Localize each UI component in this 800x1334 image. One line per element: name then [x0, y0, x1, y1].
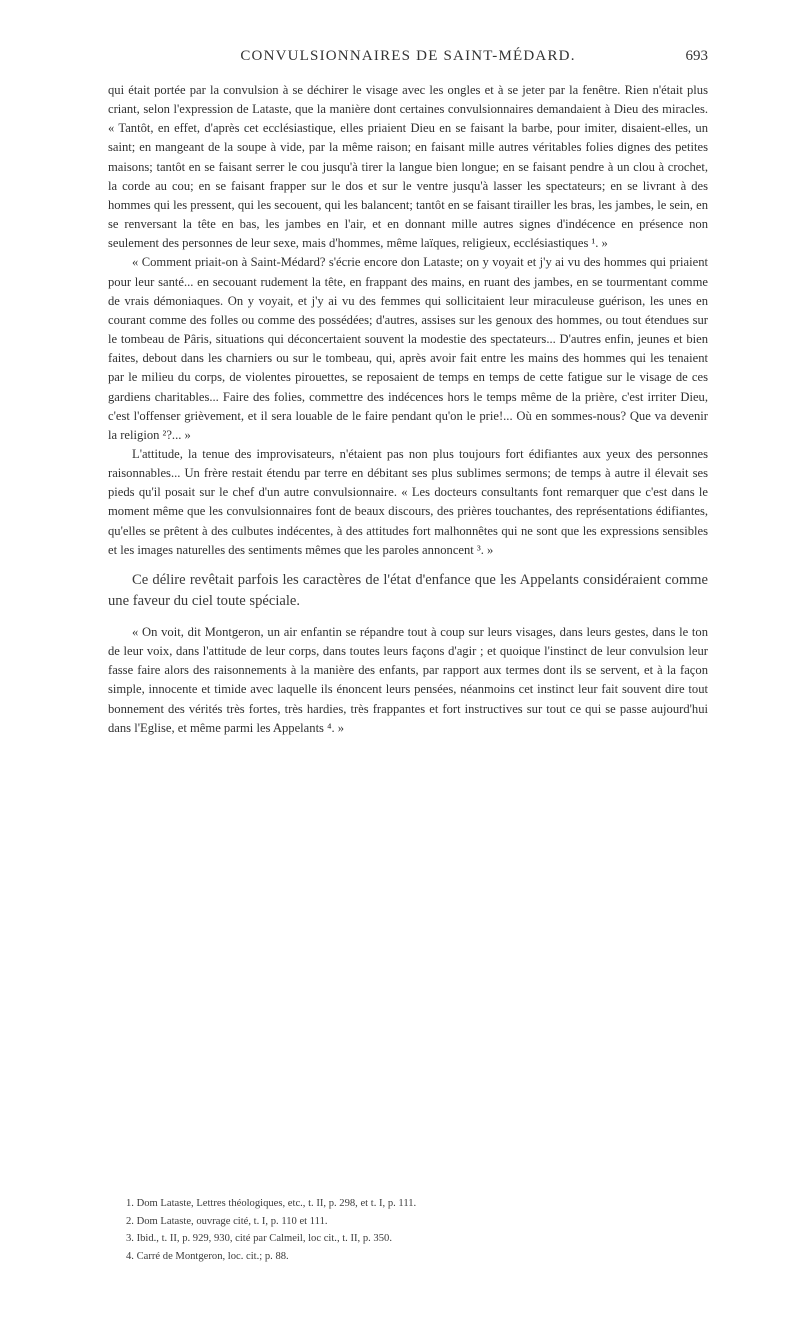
- running-header: [108, 48, 708, 72]
- body-text: [108, 81, 708, 738]
- paragraph-lataste-quote: qui était portée par la convulsion à se déchirer le visage avec les ongles et à se jeter par la fenêtre. Rien n'était plus criant, selon l'expression de Lataste, que la manière dont certaines convulsionnaires demandaient à Dieu des miracles. « Tantôt, en effet, d'après cet ecclésiastique, elles priaient Dieu en se faisant la barbe, pour imiter, disaient-elles, un saint; en mangeant de la soupe à vide, par la même raison; en faisant mille autres véritables folies dignes des petites maisons; tantôt en se faisant serrer le cou jusqu'à tirer la langue bien longue; en se faisant pendre à un clou à crochet, la corde au cou; en se faisant frapper sur le dos et sur le ventre jusqu'à lasser les spectateurs; en se livrant à des hommes qui les pressent, qui les secouent, qui les balancent; tantôt en se faisant tirailler les bras, les jambes, le sein, en se renversant la tête en bas, les jambes en l'air, et en donnant mille autres signes d'indécence en présence non seulement des personnes de leur sexe, mais d'hommes, même laïques, religieux, ecclésiastiques ¹. »: [108, 83, 708, 251]
- paragraph-montgeron-quote: « On voit, dit Montgeron, un air enfantin se répandre tout à coup sur leurs visages, dans leurs gestes, dans le ton de leur voix, dans l'attitude de leur corps, dans toutes leurs façons d'agir ; et quoique l'instinct de leur convulsion leur fasse faire alors des raisonnements à la manière des enfants, par rapport aux termes dont ils se servent, et à la façon simple, innocente et timide avec laquelle ils énoncent leurs pensées, néanmoins cet instinct leur fait souvent dire tout bonnement des vérités très fortes, très hardies, très frappantes et fort instructives sur tout ce qui se passe aujourd'hui dans l'Eglise, et même parmi les Appelants ⁴. »: [108, 624, 708, 735]
- paragraph-childhood-state: Ce délire revêtait parfois les caractères de l'état d'enfance que les Appelants considéraient comme une faveur du ciel toute spéciale.: [108, 571, 708, 610]
- footnote-4: 4. Carré de Montgeron, loc. cit.; p. 88.: [126, 1250, 289, 1262]
- footnotes: [108, 1195, 708, 1265]
- page-number: 693: [685, 48, 708, 64]
- running-title: CONVULSIONNAIRES DE SAINT-MÉDARD.: [240, 48, 576, 64]
- footnote-3: 3. Ibid., t. II, p. 929, 930, cité par Calmeil, loc cit., t. II, p. 350.: [126, 1233, 392, 1244]
- footnote-1: 1. Dom Lataste, Lettres théologiques, etc., t. II, p. 298, et t. I, p. 111.: [126, 1198, 417, 1209]
- paragraph-saint-medard-prayer: « Comment priait-on à Saint-Médard? s'écrie encore don Lataste; on y voyait et j'y ai vu des hommes qui priaient pour leur santé... en secouant rudement la tête, en frappant des mains, en ruant des jambes, en se tourmentant comme de vrais démoniaques. On y voyait, et j'y ai vu des femmes qui sollicitaient leur miraculeuse guérison, les unes en courant comme des folles ou comme des possédées; d'autres, assises sur les genoux des hommes, ou tout étendues sur le tombeau de Pâris, situations qui déconcertaient souvent la modestie des spectateurs... D'autres enfin, jeunes et bien faites, debout dans les charniers ou sur le tombeau, qui, après avoir fait entre les mains des hommes qui les tenaient par le milieu du corps, de violentes pirouettes, se reposaient de temps en temps de cette fatigue sur le visage de ces gardiens charitables... Faire des folies, commettre des indécences hors le temps même de la prière, c'est irriter Dieu, c'est l'offenser grièvement, et il sera louable de le faire pendant qu'on le prie!... Où en sommes-nous? Que va devenir la religion ²?... »: [108, 255, 708, 442]
- paragraph-improvisers-attitude: L'attitude, la tenue des improvisateurs, n'étaient pas non plus toujours fort édifiantes aux yeux des personnes raisonnables... Un frère restait étendu par terre en débitant ses plus sublimes sermons; de temps à autre il élevait ses pieds qu'il posait sur le chef d'un autre convulsionnaire. « Les docteurs consultants font remarquer que c'est dans le moment même que les convulsionnaires font de beaux discours, des prières touchantes, des représentations édifiantes, qu'elles se prêtent à des culbutes indécentes, à des attitudes fort malhonnêtes qui ne sont que les expressions sensibles et les images naturelles des sentiments mêmes que les paroles annoncent ³. »: [108, 446, 708, 557]
- footnote-2: 2. Dom Lataste, ouvrage cité, t. I, p. 110 et 111.: [126, 1215, 328, 1227]
